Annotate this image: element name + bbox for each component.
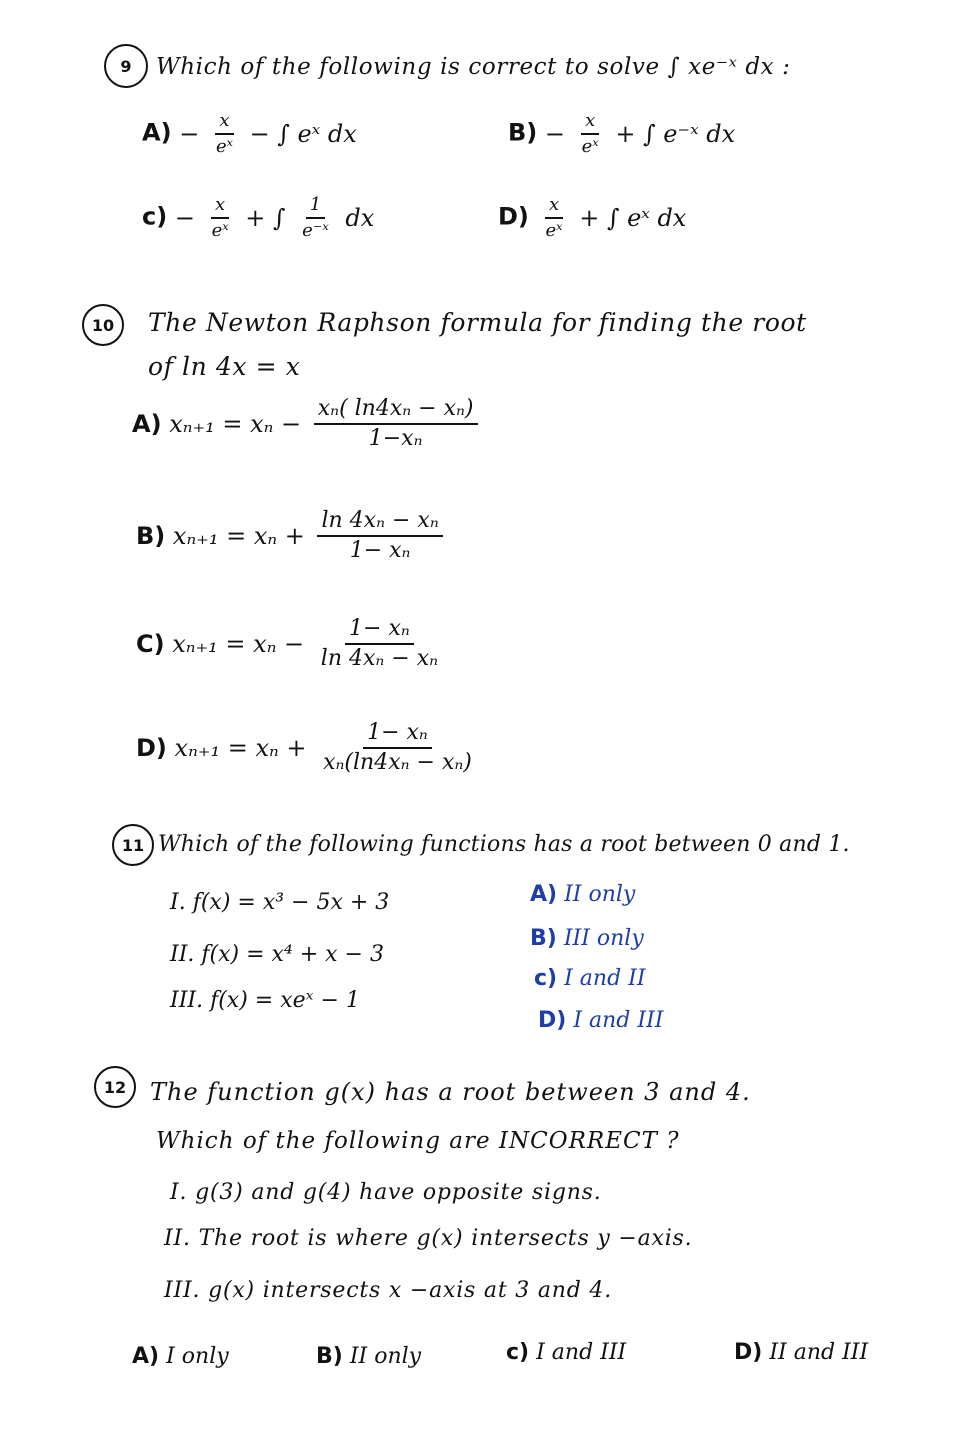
q11-statement-2-roman: II. (170, 942, 195, 967)
q10-option-c-denominator: ln 4xₙ − xₙ (320, 646, 439, 671)
q11-statement-3-roman: III. (170, 988, 204, 1013)
q9-option-c-numerator-2: 1 (306, 196, 325, 219)
q12-option-d-text: II and III (769, 1340, 869, 1365)
q12-option-b (316, 1344, 421, 1369)
q10-option-a-lhs: xₙ₊₁ = xₙ − (169, 410, 302, 438)
q11-statement-1-roman: I. (170, 890, 186, 915)
q10-option-b (136, 510, 448, 562)
q9-option-a-sign: − (179, 120, 200, 148)
q12-statement-3-text: g(x) intersects x −axis at 3 and 4. (208, 1278, 613, 1303)
q9-option-a-denominator: eˣ (215, 136, 233, 157)
q9-option-c-denominator-2: e⁻ˣ (302, 220, 329, 241)
q11-option-b (530, 926, 644, 951)
q10-option-d-denominator: xₙ(ln4xₙ − xₙ) (323, 750, 472, 775)
q10-question-line-2: of ln 4x = x (148, 352, 301, 381)
q10-number: 10 (91, 315, 115, 335)
q9-option-d-numerator: x (545, 196, 563, 219)
q10-option-d (136, 722, 481, 774)
q9-option-d-label: D) (498, 202, 529, 231)
q12-option-a-label: A) (132, 1344, 160, 1369)
q9-option-a (142, 112, 357, 156)
q9-option-c-rest: dx (345, 204, 375, 232)
q12-option-c-label: c) (506, 1340, 530, 1365)
q11-option-c-text: I and II (564, 966, 646, 991)
q9-option-c-plus-integral: + ∫ (245, 204, 286, 232)
q10-option-c (136, 618, 447, 670)
q11-option-c-label: c) (534, 966, 558, 991)
q11-statement-1 (170, 890, 389, 915)
q10-option-b-numerator: ln 4xₙ − xₙ (317, 510, 442, 537)
q9-option-a-label: A) (142, 118, 172, 147)
q11-statement-1-text: f(x) = x³ − 5x + 3 (192, 890, 390, 915)
q10-option-a-numerator: xₙ( ln4xₙ − xₙ) (314, 398, 478, 425)
q10-option-d-lhs: xₙ₊₁ = xₙ + (174, 734, 307, 762)
q10-option-c-label: C) (136, 630, 165, 658)
q11-statement-3-text: f(x) = xeˣ − 1 (210, 988, 360, 1013)
q10-number-circle (82, 304, 124, 346)
q11-option-d-text: I and III (573, 1008, 664, 1033)
q11-question-text: Which of the following functions has a root between 0 and 1. (158, 832, 850, 857)
q10-option-a-label: A) (132, 410, 162, 438)
q9-option-a-rest: − ∫ eˣ dx (249, 120, 357, 148)
q9-option-b-numerator: x (581, 112, 599, 135)
q12-option-c (506, 1340, 626, 1365)
q12-statement-1-text: g(3) and g(4) have opposite signs. (195, 1180, 602, 1205)
q12-question-line-1: The function g(x) has a root between 3 and 4. (150, 1078, 751, 1106)
q12-number-circle (94, 1066, 136, 1108)
q9-option-c-sign: − (174, 204, 195, 232)
q10-option-c-lhs: xₙ₊₁ = xₙ − (172, 630, 305, 658)
q11-option-a (530, 882, 635, 907)
q12-statement-3-roman: III. (164, 1278, 201, 1303)
q11-statement-2-text: f(x) = x⁴ + x − 3 (201, 942, 384, 967)
q9-option-b-sign: − (544, 120, 566, 148)
q10-option-a (132, 398, 483, 450)
q12-option-c-text: I and III (536, 1340, 627, 1365)
q9-option-a-numerator: x (215, 112, 233, 135)
q11-option-a-label: A) (530, 882, 558, 907)
q9-option-b-label: B) (508, 118, 538, 147)
q9-option-d (498, 196, 686, 240)
q9-option-c-numerator: x (211, 196, 229, 219)
q11-option-b-label: B) (530, 926, 557, 951)
q11-option-d-label: D) (538, 1008, 567, 1033)
q11-option-b-text: III only (563, 926, 644, 951)
q11-option-d (538, 1008, 663, 1033)
q11-number: 11 (121, 835, 145, 855)
q9-option-d-denominator: eˣ (545, 220, 563, 241)
q10-option-d-numerator: 1− xₙ (363, 722, 432, 749)
q12-option-d (734, 1340, 868, 1365)
q10-option-b-lhs: xₙ₊₁ = xₙ + (172, 522, 305, 550)
q12-option-a-text: I only (166, 1344, 229, 1369)
q12-statement-3 (164, 1278, 612, 1303)
q9-number: 9 (120, 56, 132, 76)
q12-option-a (132, 1344, 229, 1369)
q10-option-b-denominator: 1− xₙ (349, 538, 411, 563)
q11-statement-3 (170, 988, 360, 1013)
q9-option-b-denominator: eˣ (581, 136, 599, 157)
q9-question-text: Which of the following is correct to solve ∫ xe⁻ˣ dx : (156, 54, 791, 80)
q10-option-d-label: D) (136, 734, 167, 762)
q12-statement-2-text: The root is where g(x) intersects y −axis. (198, 1226, 693, 1251)
q9-option-c-label: c) (142, 202, 168, 231)
q12-option-d-label: D) (734, 1340, 763, 1365)
q9-option-d-rest: + ∫ eˣ dx (579, 204, 687, 232)
q11-option-c (534, 966, 646, 991)
q12-statement-1-roman: I. (170, 1180, 188, 1205)
q12-option-b-text: II only (349, 1344, 422, 1369)
q12-statement-2 (164, 1226, 692, 1251)
q9-number-circle (104, 44, 148, 88)
q10-option-c-numerator: 1− xₙ (345, 618, 414, 645)
q10-question-line-1: The Newton Raphson formula for finding the root (148, 308, 807, 337)
q11-statement-2 (170, 942, 384, 967)
q12-statement-1 (170, 1180, 602, 1205)
q12-number: 12 (103, 1077, 127, 1097)
q10-option-b-label: B) (136, 522, 166, 550)
q9-option-c-denominator: eˣ (211, 220, 229, 241)
q11-option-a-text: II only (564, 882, 636, 907)
q9-option-c (142, 196, 374, 240)
q12-question-line-2: Which of the following are INCORRECT ? (156, 1128, 680, 1154)
q10-option-a-denominator: 1−xₙ (368, 426, 423, 451)
q12-statement-2-roman: II. (164, 1226, 191, 1251)
q12-option-b-label: B) (316, 1344, 343, 1369)
q9-option-b-rest: + ∫ e⁻ˣ dx (615, 120, 736, 148)
q9-option-b (508, 112, 735, 156)
q11-number-circle (112, 824, 154, 866)
